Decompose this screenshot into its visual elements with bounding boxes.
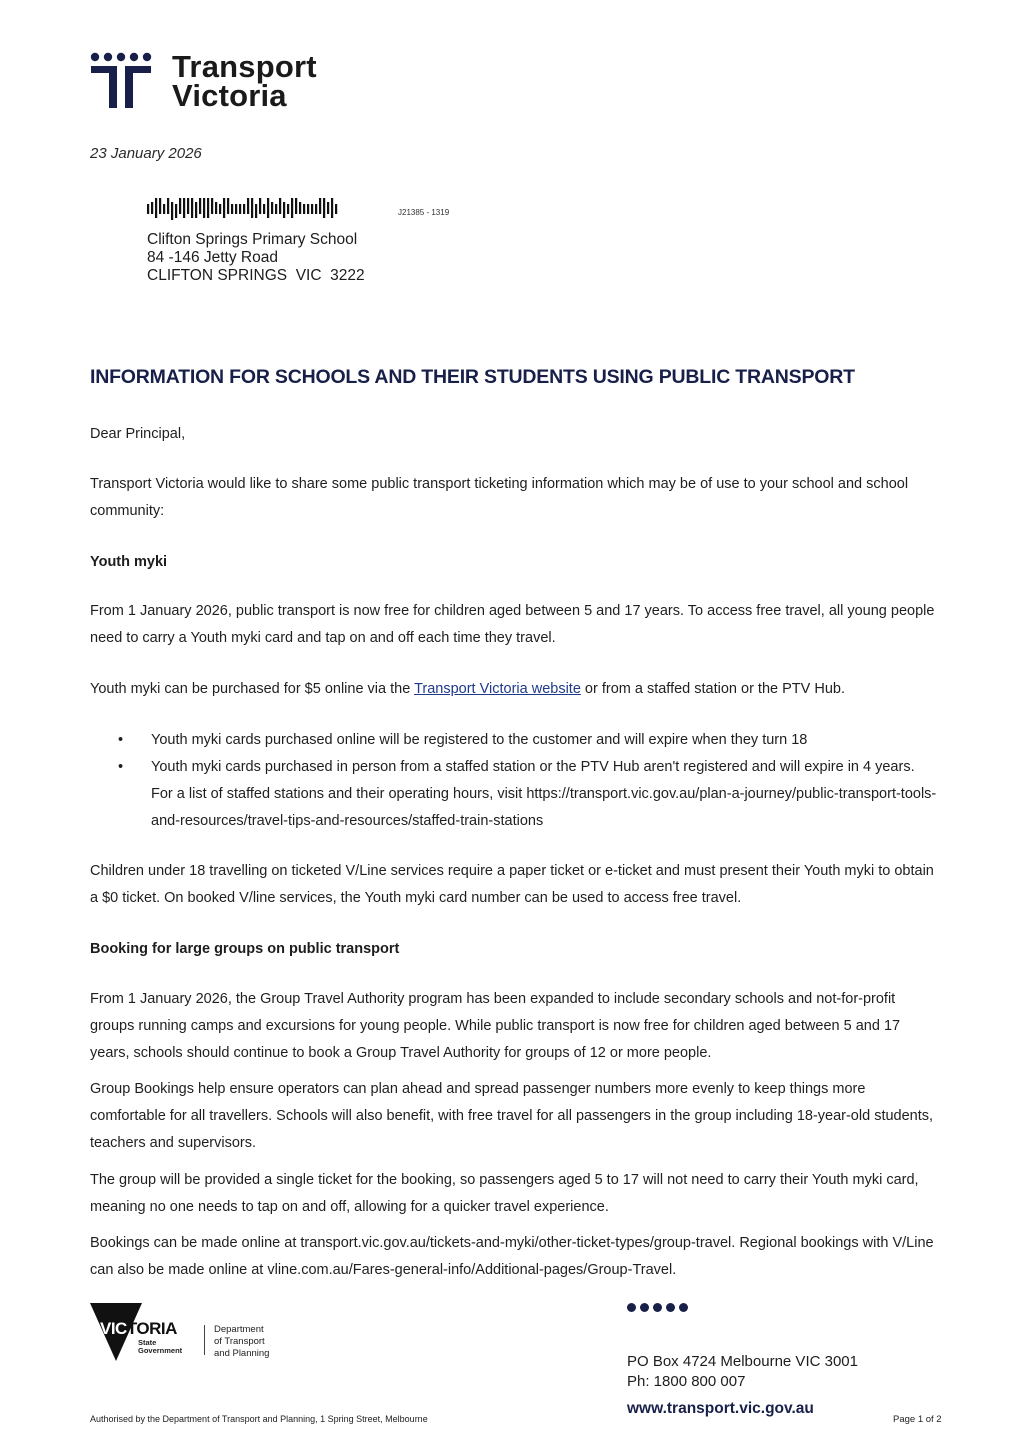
logo-line-1: Transport (172, 49, 317, 84)
letter-title: INFORMATION FOR SCHOOLS AND THEIR STUDENTS USING PUBLIC TRANSPORT (90, 366, 855, 388)
logo-divider (204, 1325, 205, 1355)
transport-victoria-logo (90, 49, 330, 114)
website-link[interactable]: www.transport.vic.gov.au (627, 1400, 814, 1417)
recipient-locality: CLIFTON SPRINGS VIC 3222 (147, 267, 365, 284)
brand-dots-icon (627, 1303, 688, 1312)
transport-victoria-website-link[interactable]: Transport Victoria website (414, 681, 581, 697)
purchase-text-before: Youth myki can be purchased for $5 online via the (90, 681, 415, 697)
group-paragraph-1: From 1 January 2026, the Group Travel Authority program has been expanded to include secondary schools and not-for-profit groups running camps and excursions for young people. While public transport is now free for children aged between 5 and 17 years, schools should continue to book a Group Travel Authority for groups of 12 or more people. (90, 991, 901, 1061)
recipient-street: 84 -146 Jetty Road (147, 249, 278, 266)
youth-myki-paragraph-2 (90, 676, 940, 703)
vline-paragraph: Children under 18 travelling on ticketed V/Line services require a paper ticket or e-ticket and must present their Youth myki to obtain a $0 ticket. On booked V/line services, the Youth myki card number can be used to access free travel. (90, 863, 934, 906)
victoria-state-government-logo (90, 1303, 280, 1363)
victoria-wordmark: VICTORIA (100, 1319, 177, 1338)
intro-paragraph: Transport Victoria would like to share some public transport ticketing information which may be of use to your school and school community: (90, 476, 909, 519)
authorisation-statement: Authorised by the Department of Transport and Planning, 1 Spring Street, Melbourne (90, 1414, 428, 1424)
youth-myki-paragraph-1: From 1 January 2026, public transport is now free for children aged between 5 and 17 years. To access free travel, all young people need to carry a Youth myki card and tap on and off each time they travel. (90, 603, 935, 646)
purchase-text-after: or from a staffed station or the PTV Hub. (580, 681, 845, 697)
state-government-label: State Government (138, 1338, 183, 1355)
youth-myki-bullet-list (118, 727, 938, 835)
group-paragraph-2: Group Bookings help ensure operators can plan ahead and spread passenger numbers more evenly to keep things more comfortable for all travellers. Schools will also benefit, with free travel for all passengers in the group including 18-year-old students, teachers and supervisors. (90, 1081, 934, 1151)
phone-number: Ph: 1800 800 007 (627, 1373, 746, 1390)
transport-victoria-mark-icon (90, 52, 156, 108)
page-number: Page 1 of 2 (893, 1414, 942, 1425)
section-heading-group-booking: Booking for large groups on public transport (90, 941, 400, 957)
letter-date: 23 January 2026 (90, 145, 202, 162)
group-paragraph-3: The group will be provided a single ticket for the booking, so passengers aged 5 to 17 will not need to carry their Youth myki card, meaning no one needs to tap on and off, allowing for a quicker travel experience. (90, 1172, 919, 1215)
recipient-name: Clifton Springs Primary School (147, 231, 358, 248)
department-name: Department of Transport and Planning (214, 1324, 270, 1359)
postal-barcode-icon (147, 196, 341, 220)
section-heading-youth-myki: Youth myki (90, 554, 168, 570)
recipient-address (147, 231, 365, 285)
bullet-item: • Youth myki cards purchased in person from a staffed station or the PTV Hub aren't registered and will expire in 4 years. For a list of staffed stations and their operating hours, visit https://transport.vic.gov.au/plan-a-journey/public-transport-tools-and-resources/travel-tips-and-resources/staffed-train-stations (118, 754, 938, 835)
group-paragraph-4: Bookings can be made online at transport.vic.gov.au/tickets-and-myki/other-ticket-types/group-travel. Regional bookings with V/Line can also be made online at vline.com.au/Fares-general-info/Additional-pages/Group-Travel. (90, 1235, 934, 1278)
bullet-item: • Youth myki cards purchased online will be registered to the customer and will expire when they turn 18 (118, 727, 938, 754)
logo-wordmark (172, 49, 317, 113)
reference-number: J21385 - 1319 (398, 208, 450, 217)
contact-details (627, 1352, 858, 1392)
postal-address: PO Box 4724 Melbourne VIC 3001 (627, 1353, 858, 1370)
logo-line-2: Victoria (172, 78, 287, 113)
salutation: Dear Principal, (90, 426, 186, 442)
